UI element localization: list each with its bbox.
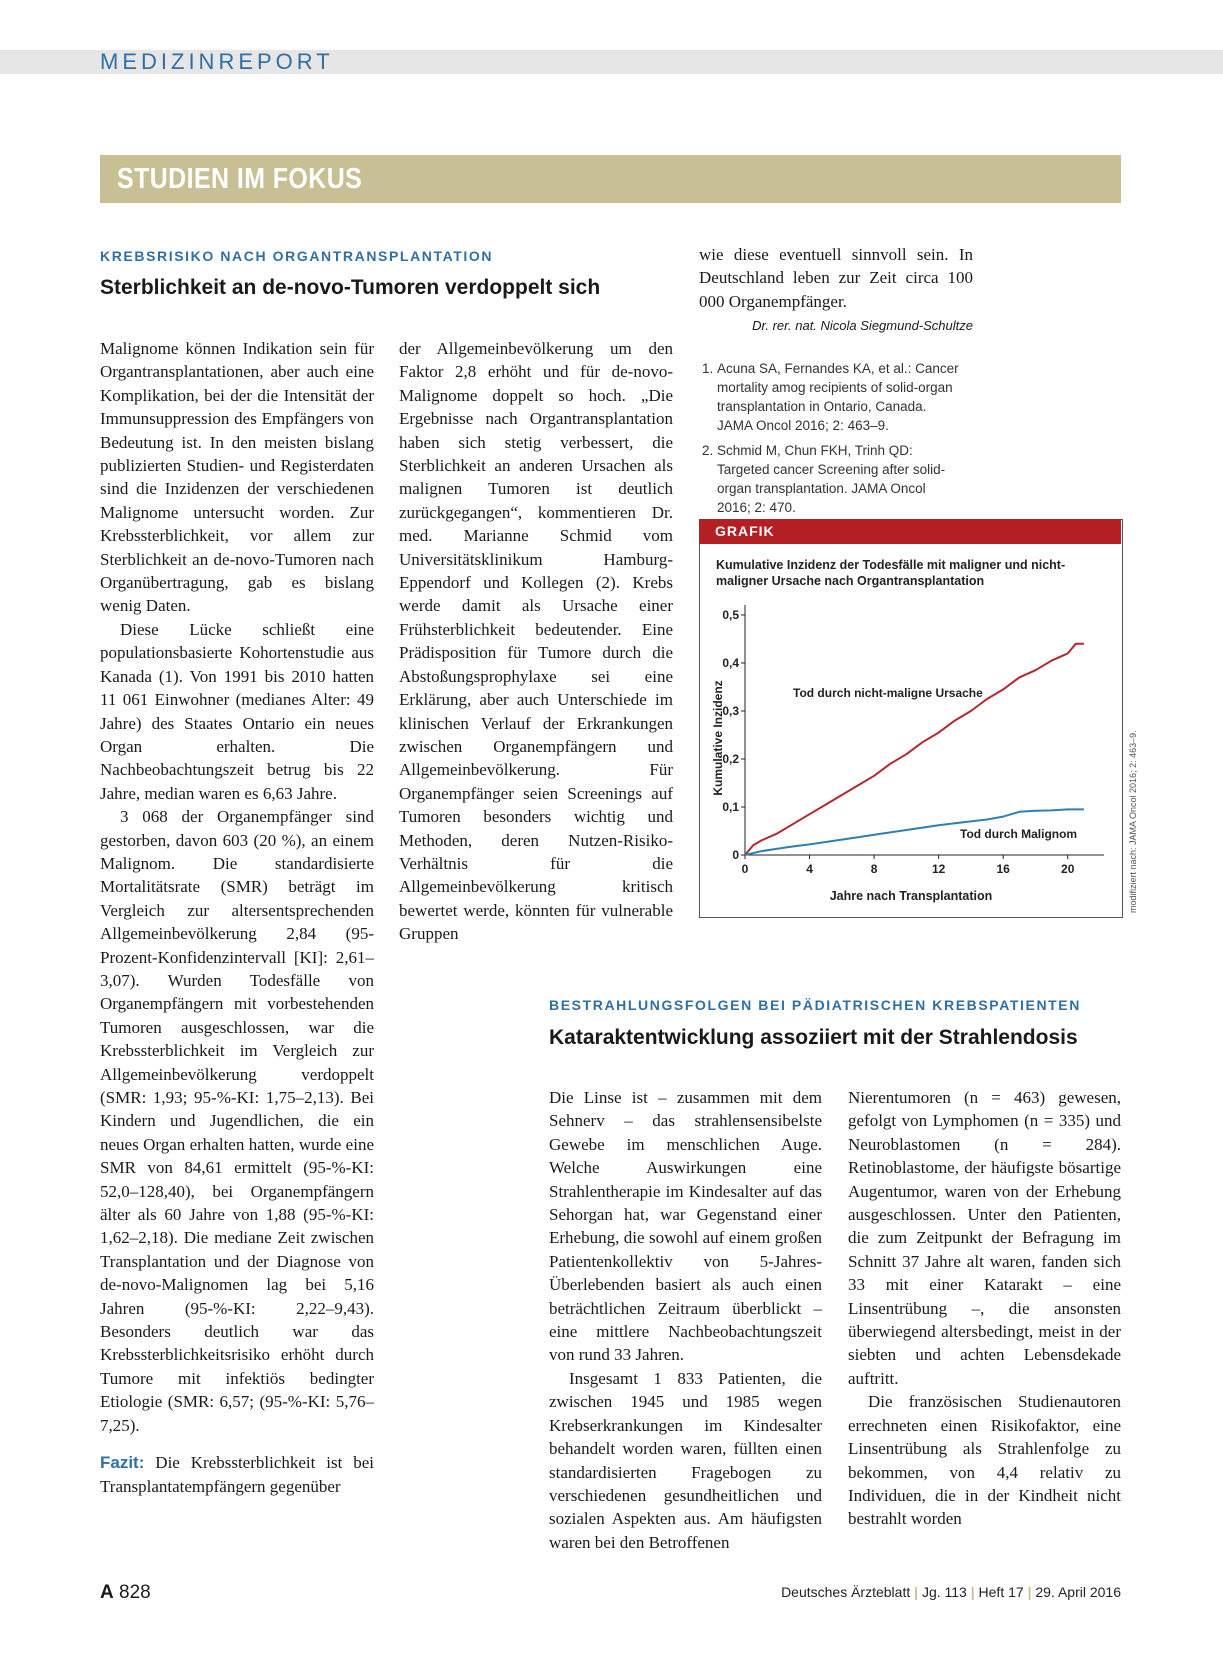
line-chart [700,595,1120,915]
reference-item: 1. Acuna SA, Fernandes KA, et al.: Cancer mortality amog recipients of solid-organ transplantation in Ontario, Canada. JAMA Oncol 2016; 2: 463–9. [717,359,961,435]
page-number-value: 828 [119,1582,151,1603]
series-label-nonmalignant: Tod durch nicht-maligne Ursache [793,686,983,700]
separator: | [914,1584,919,1600]
article1-headline: Sterblichkeit an de-novo-Tumoren verdoppelt sich [100,276,601,299]
separator: | [970,1584,975,1600]
y-tick-label: 0,5 [722,608,739,622]
article1-kicker: KREBSRISIKO NACH ORGANTRANSPLANTATION [100,248,494,264]
chart-title: Kumulative Inzidenz der Todesfälle mit maligner und nicht-maligner Ursache nach Organtransplantation [716,558,1066,588]
paragraph: Nierentumoren (n = 463) gewesen, gefolgt von Lymphomen (n = 335) und Neuroblastomen (n = 284). Retinoblastome, der häufigste bösartige Augentumor, waren von der Erhebung ausgeschlossen. Unter den Patienten, die zum Zeitpunkt der Befragung im Schnitt 37 Jahre alt waren, fanden sich 33 mit einer Katarakt – eine Linsentrübung –, die ansonsten überwiegend altersbedingt, meist in der siebten und achten Lebensdekade auftritt. [848,1088,1121,1388]
article1-column-1 [100,337,374,1498]
y-tick-label: 0,3 [722,704,739,718]
x-tick-label: 4 [806,862,813,876]
paragraph: 3 068 der Organempfänger sind gestorben, davon 603 (20 %), an einem Malignom. Die standardisierte Mortalitätsrate (SMR) beträgt im Vergleich zur altersentsprechenden Allgemeinbevölkerung 2,84 (95-Prozent-Konfidenzintervall [KI]: 2,61–3,07). Wurden Todesfälle von Organempfängern mit vorbestehenden Tumoren ausgeschlossen, war die Krebssterblichkeit im Vergleich zur Allgemeinbevölkerung verdoppelt (SMR: 1,93; 95-%-KI: 1,75–2,13). Bei Kindern und Jugendlichen, die ein neues Organ erhalten hatten, wurde eine SMR von 84,61 ermittelt (95-%-KI: 52,0–128,40), bei Organempfängern älter als 60 Jahre von 1,88 (95-%-KI: 1,62–2,18). Die mediane Zeit zwischen Transplantation und der Diagnose von de-novo-Malignomen lag bei 5,16 Jahren (95-%-KI: 2,22–9,43). Besonders deutlich war das Krebssterblichkeitsrisiko erhöht durch Tumore mit infektiös bedingter Etiologie (SMR: 6,57; (95-%-KI: 5,76–7,25). [100,807,374,1435]
fazit-paragraph [100,1451,374,1498]
series-label-malignant: Tod durch Malignom [960,827,1078,841]
fazit-text: Die Krebssterblichkeit ist bei Transplantatempfängern gegenüber [100,1453,374,1496]
article2-column-1 [549,1086,822,1554]
x-tick-label: 16 [996,862,1010,876]
article2-kicker: BESTRAHLUNGSFOLGEN BEI PÄDIATRISCHEN KREBSPATIENTEN [549,997,1081,1013]
article2-headline: Kataraktentwicklung assoziiert mit der Strahlendosis [549,1026,1078,1049]
paragraph: Malignome können Indikation sein für Organtransplantationen, aber auch eine Komplikation, bei der die Intensität der Immunsuppression des Empfängers von Bedeutung ist. In den meisten bislang publizierten Studien- und Registerdaten sind die Inzidenzen der verschiedenen Malignome untersucht worden. Zur Krebssterblichkeit, vor allem zur Sterblichkeit an de-novo-Tumoren nach Organübertragung, gab es bislang wenig Daten. [100,339,374,616]
section-label: MEDIZINREPORT [100,49,334,74]
journal-info [781,1584,1121,1600]
references [699,359,961,523]
x-axis-label: Jahre nach Transplantation [829,889,993,903]
x-tick-label: 12 [931,862,946,876]
paragraph: Insgesamt 1 833 Patienten, die zwischen 1945 und 1985 wegen Krebserkrankungen im Kindesalter behandelt worden waren, füllten einen standardisierten Fragebogen zu verschiedenen gesundheitlichen und sozialen Aspekten aus. Am häufigsten waren bei den Betroffenen [549,1368,822,1552]
y-axis-label: Kumulative Inzidenz [711,680,725,796]
series-line-0 [745,644,1084,855]
journal-volume: Jg. 113 [921,1584,967,1600]
paragraph: Die französischen Studienautoren errechneten einen Risikofaktor, eine Linsentrübung als Strahlenfolge zu bekommen, von 4,4 relativ zu Individuen, die in der Kindheit nicht bestrahlt worden [848,1392,1121,1529]
journal-issue: Heft 17 [978,1584,1024,1600]
journal-name: Deutsches Ärzteblatt [781,1584,911,1600]
paragraph: Die Linse ist – zusammen mit dem Sehnerv – das strahlensensibelste Gewebe im menschlichen Auge. Welche Auswirkungen eine Strahlentherapie im Kindesalter auf das Sehorgan hat, war Gegenstand einer Erhebung, die sowohl auf einem großen Patientenkollektiv von 5-Jahres-Überlebenden basiert als auch einen beträchtlichen Zeitraum überblickt – eine mittlere Nachbeobachtungszeit von rund 33 Jahren. [549,1088,822,1365]
banner-title: STUDIEN IM FOKUS [117,163,363,195]
y-tick-label: 0,1 [722,800,739,814]
page-number [100,1582,151,1604]
paragraph: Diese Lücke schließt eine populationsbasierte Kohortenstudie aus Kanada (1). Von 1991 bis 2010 hatten 11 061 Einwohner (medianes Alter: 49 Jahre) des Staates Ontario ein neues Organ erhalten. Die Nachbeobachtungszeit betrug bis 22 Jahre, median waren es 6,63 Jahre. [100,619,374,803]
journal-date: 29. April 2016 [1035,1584,1121,1600]
paragraph: wie diese eventuell sinnvoll sein. In Deutschland leben zur Zeit circa 100 000 Organempfänger. [699,245,973,311]
reference-item: 2. Schmid M, Chun FKH, Trinh QD: Targeted cancer Screening after solid-organ transplantation. JAMA Oncol 2016; 2: 470. [717,441,961,517]
paragraph: der Allgemeinbevölkerung um den Faktor 2,8 erhöht und für de-novo-Malignome doppelt so hoch. „Die Ergebnisse nach Organtransplantation haben sich stetig verbessert, die Sterblichkeit an anderen Ursachen als malignen Tumoren ist deutlich zurückgegangen“, kommentieren Dr. med. Marianne Schmid vom Universitätsklinikum Hamburg-Eppendorf und Kollegen (2). Krebs werde damit als Ursache einer Frühsterblichkeit bedeutender. Eine Prädisposition für Tumore durch die Abstoßungsprophylaxe sei eine Erklärung, aber auch Unterschiede im klinischen Verlauf der Erkrankungen zwischen Organempfängern und Allgemeinbevölkerung. Für Organempfänger seien Screenings auf Tumoren besonders wichtig und Methoden, deren Nutzen-Risiko-Verhältnis für die Allgemeinbevölkerung kritisch bewertet werde, könnten für vulnerable Gruppen [399,339,673,944]
page-prefix: A [100,1582,114,1603]
chart-label: GRAFIK [715,523,775,539]
author-byline: Dr. rer. nat. Nicola Siegmund-Schultze [752,318,973,333]
article1-column-2 [399,337,673,946]
source-note: modifiziert nach: JAMA Oncol 2016; 2: 463–9. [1128,730,1138,913]
y-tick-label: 0,4 [722,656,739,670]
separator: | [1027,1584,1032,1600]
x-tick-label: 8 [870,862,878,876]
y-tick-label: 0 [732,848,739,862]
x-tick-label: 0 [741,862,749,876]
fazit-label: Fazit: [100,1453,145,1473]
article2-column-2 [848,1086,1121,1531]
article1-column-3 [699,243,973,313]
chart-series [745,644,1084,855]
x-tick-label: 20 [1061,862,1075,876]
y-tick-label: 0,2 [722,752,739,766]
